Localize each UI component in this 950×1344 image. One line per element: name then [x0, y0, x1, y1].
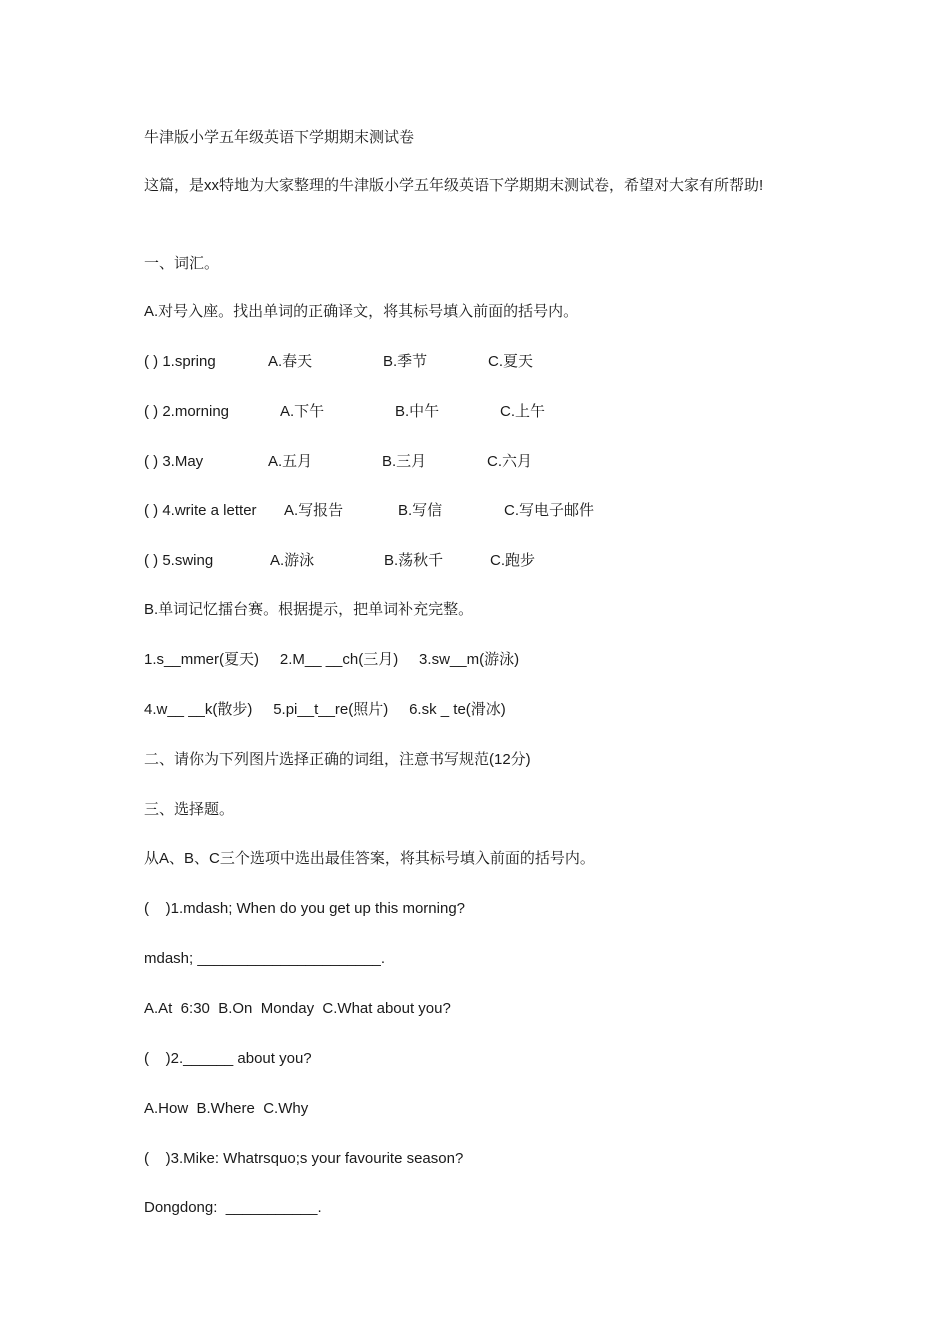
vocab-question: ( ) 2.morning [144, 403, 230, 420]
option-c: C.上午 [500, 403, 546, 420]
option-a: A.写报告 [284, 502, 344, 519]
doc-title: 牛津版小学五年级英语下学期期末测试卷 [144, 129, 415, 146]
part-b-instruction: B.单词记忆擂台赛。根据提示，把单词补充完整。 [144, 601, 474, 618]
option-a: A.下午 [280, 403, 325, 420]
vocab-question: ( ) 4.write a letter [144, 502, 257, 519]
spelling-line-2: 4.w__ __k(散步) 5.pi__t__re(照片) 6.sk _ te(滑冰) [144, 701, 506, 718]
vocab-question: ( ) 1.spring [144, 353, 216, 370]
section3-instruction: 从A、B、C三个选项中选出最佳答案，将其标号填入前面的括号内。 [144, 850, 595, 867]
question-1: ( )1.mdash; When do you get up this morning? [144, 900, 465, 917]
vocab-question: ( ) 3.May [144, 453, 204, 470]
option-a: A.五月 [268, 453, 313, 470]
option-b: B.季节 [383, 353, 428, 370]
section1-heading: 一、词汇。 [144, 255, 220, 272]
option-c: C.写电子邮件 [504, 502, 595, 519]
part-a-instruction: A.对号入座。找出单词的正确译文，将其标号填入前面的括号内。 [144, 303, 579, 320]
question-1-answer-blank: mdash; ______________________. [144, 950, 386, 967]
question-3-answer-blank: Dongdong: ___________. [144, 1199, 322, 1216]
option-c: C.跑步 [490, 552, 536, 569]
question-2-options: A.How B.Where C.Why [144, 1100, 309, 1117]
option-b: B.荡秋千 [384, 552, 444, 569]
intro-paragraph: 这篇，是xx特地为大家整理的牛津版小学五年级英语下学期期末测试卷，希望对大家有所帮助! [144, 177, 764, 194]
option-c: C.六月 [487, 453, 533, 470]
option-b: B.三月 [382, 453, 427, 470]
question-2: ( )2.______ about you? [144, 1050, 312, 1067]
option-a: A.游泳 [270, 552, 315, 569]
section2-heading: 二、请你为下列图片选择正确的词组，注意书写规范(12分) [144, 751, 531, 768]
option-b: B.写信 [398, 502, 443, 519]
option-c: C.夏天 [488, 353, 534, 370]
question-3: ( )3.Mike: Whatrsquo;s your favourite season? [144, 1150, 464, 1167]
option-b: B.中午 [395, 403, 440, 420]
question-1-options: A.At 6:30 B.On Monday C.What about you? [144, 1000, 451, 1017]
section3-heading: 三、选择题。 [144, 801, 235, 818]
option-a: A.春天 [268, 353, 313, 370]
vocab-question: ( ) 5.swing [144, 552, 214, 569]
spelling-line-1: 1.s__mmer(夏天) 2.M__ __ch(三月) 3.sw__m(游泳) [144, 651, 520, 668]
